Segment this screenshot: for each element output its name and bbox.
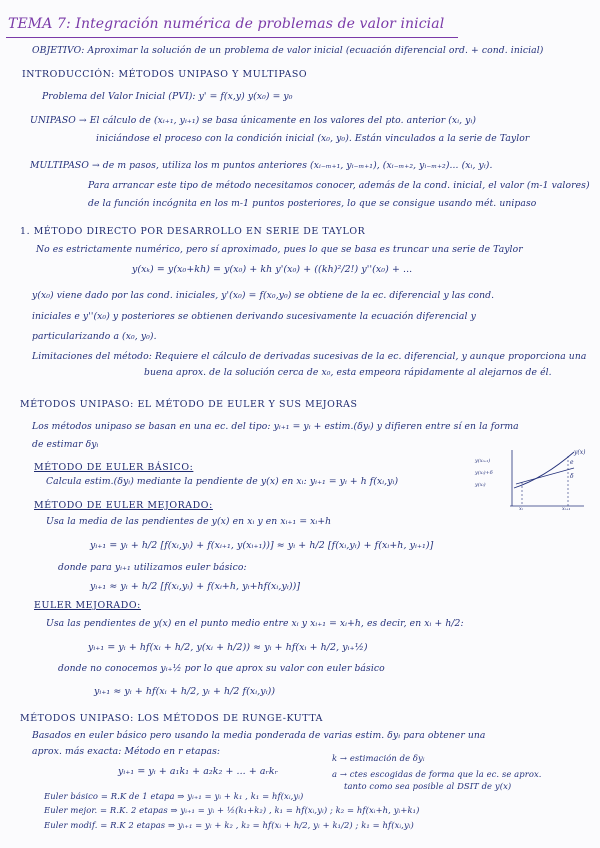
- limitations-line-2: buena aprox. de la solución cerca de x₀, esta empeora rápidamente al alejarnos de él.: [144, 367, 552, 378]
- taylor-heading: 1. MÉTODO DIRECTO POR DESARROLLO EN SERIE DE TAYLOR: [20, 226, 366, 237]
- euler-heading: MÉTODOS UNIPASO: EL MÉTODO DE EULER Y SUS MEJORAS: [20, 399, 358, 410]
- rk-equation: yᵢ₊₁ = yᵢ + a₁k₁ + a₂k₂ + ... + aᵣkᵣ: [118, 766, 279, 777]
- euler-modified-line-1: Usa las pendientes de y(x) en el punto medio entre xᵢ y xᵢ₊₁ = xᵢ+h, es decir, en xᵢ + h/2:: [46, 618, 464, 629]
- diagram-x2: xᵢ₊₁: [562, 506, 571, 510]
- euler-improved-line-2: donde para yᵢ₊₁ utilizamos euler básico:: [58, 562, 247, 573]
- intro-heading: INTRODUCCIÓN: MÉTODOS UNIPASO Y MULTIPASO: [22, 69, 308, 80]
- euler-modified-equation-2: yᵢ₊₁ ≈ yᵢ + hf(xᵢ + h/2, yᵢ + h/2 f(xᵢ,yᵢ)): [94, 686, 276, 697]
- multipaso-line-1: MULTIPASO → de m pasos, utiliza los m puntos anteriores (xᵢ₋ₘ₊₁, yᵢ₋ₘ₊₁), (xᵢ₋ₘ₊₂, yᵢ₋ₘ₊₂)... (xᵢ, yᵢ).: [30, 160, 493, 171]
- rk-euler-basic: Euler básico = R.K de 1 etapa ⇒ yᵢ₊₁ = yᵢ + k₁ , k₁ = hf(xᵢ,yᵢ): [44, 791, 304, 801]
- unipaso-line-1: UNIPASO → El cálculo de (xᵢ₊₁, yᵢ₊₁) se basa únicamente en los valores del pto. anterior (xᵢ, yᵢ): [30, 115, 477, 126]
- limitations-line-1: Limitaciones del método: Requiere el cálculo de derivadas sucesivas de la ec. diferencial, y aunque proporciona una: [32, 351, 587, 362]
- taylor-equation: y(xₖ) = y(x₀+kh) = y(x₀) + kh y'(x₀) + ((kh)²/2!) y''(x₀) + ...: [132, 264, 413, 275]
- euler-modified-heading: EULER MEJORADO:: [34, 600, 141, 611]
- taylor-line-4: particularizando a (x₀, y₀).: [32, 331, 157, 342]
- euler-modified-equation: yᵢ₊₁ = yᵢ + hf(xᵢ + h/2, y(xᵢ + h/2)) ≈ yᵢ + hf(xᵢ + h/2, yᵢ₊½): [88, 642, 368, 653]
- taylor-line-1: No es estrictamente numérico, pero sí aproximado, pues lo que se basa es truncar una serie de Taylor: [36, 244, 523, 255]
- euler-diagram: [474, 448, 586, 510]
- rk-line-2: aprox. más exacta: Método en r etapas:: [32, 746, 221, 757]
- multipaso-line-3: de la función incógnita en los m-1 puntos posteriores, lo que se consigue usando mét. unipaso: [88, 198, 537, 209]
- diagram-curve: [514, 452, 574, 488]
- diagram-delta: δ: [570, 473, 574, 480]
- euler-basic-heading: MÉTODO DE EULER BÁSICO:: [34, 462, 194, 473]
- euler-improved-equation: yᵢ₊₁ = yᵢ + h/2 [f(xᵢ,yᵢ) + f(xᵢ₊₁, y(xᵢ₊₁))] ≈ yᵢ + h/2 [f(xᵢ,yᵢ) + f(xᵢ+h, yᵢ₊₁)]: [90, 540, 434, 551]
- runge-kutta-heading: MÉTODOS UNIPASO: LOS MÉTODOS DE RUNGE-KUTTA: [20, 713, 324, 724]
- diagram-label-top: y(xᵢ₊₁): [475, 458, 491, 464]
- objective-line: OBJETIVO: Aproximar la solución de un problema de valor inicial (ecuación diferencial ord. + cond. inicial): [32, 45, 544, 56]
- taylor-line-3: iniciales e y''(x₀) y posteriores se obtienen derivando sucesivamente la ecuación diferencial y: [32, 311, 476, 322]
- rk-note-k: k → estimación de δyᵢ: [332, 753, 425, 763]
- multipaso-line-2: Para arrancar este tipo de método necesitamos conocer, además de la cond. inicial, el valor (m-1 valores): [88, 180, 590, 191]
- euler-improved-line-1: Usa la media de las pendientes de y(x) en xᵢ y en xᵢ₊₁ = xᵢ+h: [46, 516, 332, 527]
- diagram-label-mid: y(xᵢ)+δ: [475, 470, 493, 476]
- diagram-x1: xᵢ: [519, 506, 523, 510]
- unipaso-line-2: iniciándose el proceso con la condición inicial (x₀, y₀). Están vinculados a la serie de Taylor: [96, 133, 530, 144]
- diagram-e: e: [570, 459, 574, 466]
- euler-improved-equation-2: yᵢ₊₁ ≈ yᵢ + h/2 [f(xᵢ,yᵢ) + f(xᵢ+h, yᵢ+hf(xᵢ,yᵢ))]: [90, 581, 301, 592]
- title-underline: [6, 37, 458, 38]
- rk-note-a: a → ctes escogidas de forma que la ec. se aprox.: [332, 769, 542, 779]
- euler-modified-line-2: donde no conocemos yᵢ₊½ por lo que aprox su valor con euler básico: [58, 663, 385, 674]
- diagram-tangent: [516, 468, 574, 484]
- diagram-curve-label: y(x): [574, 449, 586, 456]
- diagram-label-low: y(xᵢ): [475, 482, 486, 488]
- rk-euler-modified: Euler modif. = R.K 2 etapas ⇒ yᵢ₊₁ = yᵢ + k₂ , k₂ = hf(xᵢ + h/2, yᵢ + k₁/2) ; k₁ = hf(xᵢ,yᵢ): [44, 820, 414, 830]
- euler-intro-1: Los métodos unipaso se basan en una ec. del tipo: yᵢ₊₁ = yᵢ + estim.(δyᵢ) y difieren entre sí en la forma: [32, 421, 519, 432]
- pvi-line: Problema del Valor Inicial (PVI): y' = f(x,y) y(x₀) = y₀: [42, 91, 293, 102]
- euler-basic-line: Calcula estim.(δyᵢ) mediante la pendiente de y(x) en xᵢ: yᵢ₊₁ = yᵢ + h f(xᵢ,yᵢ): [46, 476, 399, 487]
- taylor-line-2: y(x₀) viene dado por las cond. iniciales, y'(x₀) = f(x₀,y₀) se obtiene de la ec. diferencial y las cond.: [32, 290, 495, 301]
- rk-note-a-2: tanto como sea posible al DSIT de y(x): [344, 781, 512, 791]
- euler-improved-heading: MÉTODO DE EULER MEJORADO:: [34, 500, 213, 511]
- rk-euler-improved: Euler mejor. = R.K. 2 etapas ⇒ yᵢ₊₁ = yᵢ + ½(k₁+k₂) , k₁ = hf(xᵢ,yᵢ) ; k₂ = hf(xᵢ+h, yᵢ+k₁): [44, 805, 420, 815]
- euler-intro-2: de estimar δyᵢ: [32, 439, 99, 450]
- rk-line-1: Basados en euler básico pero usando la media ponderada de varias estim. δyᵢ para obtener una: [32, 730, 486, 741]
- page-title: TEMA 7: Integración numérica de problemas de valor inicial: [8, 16, 445, 32]
